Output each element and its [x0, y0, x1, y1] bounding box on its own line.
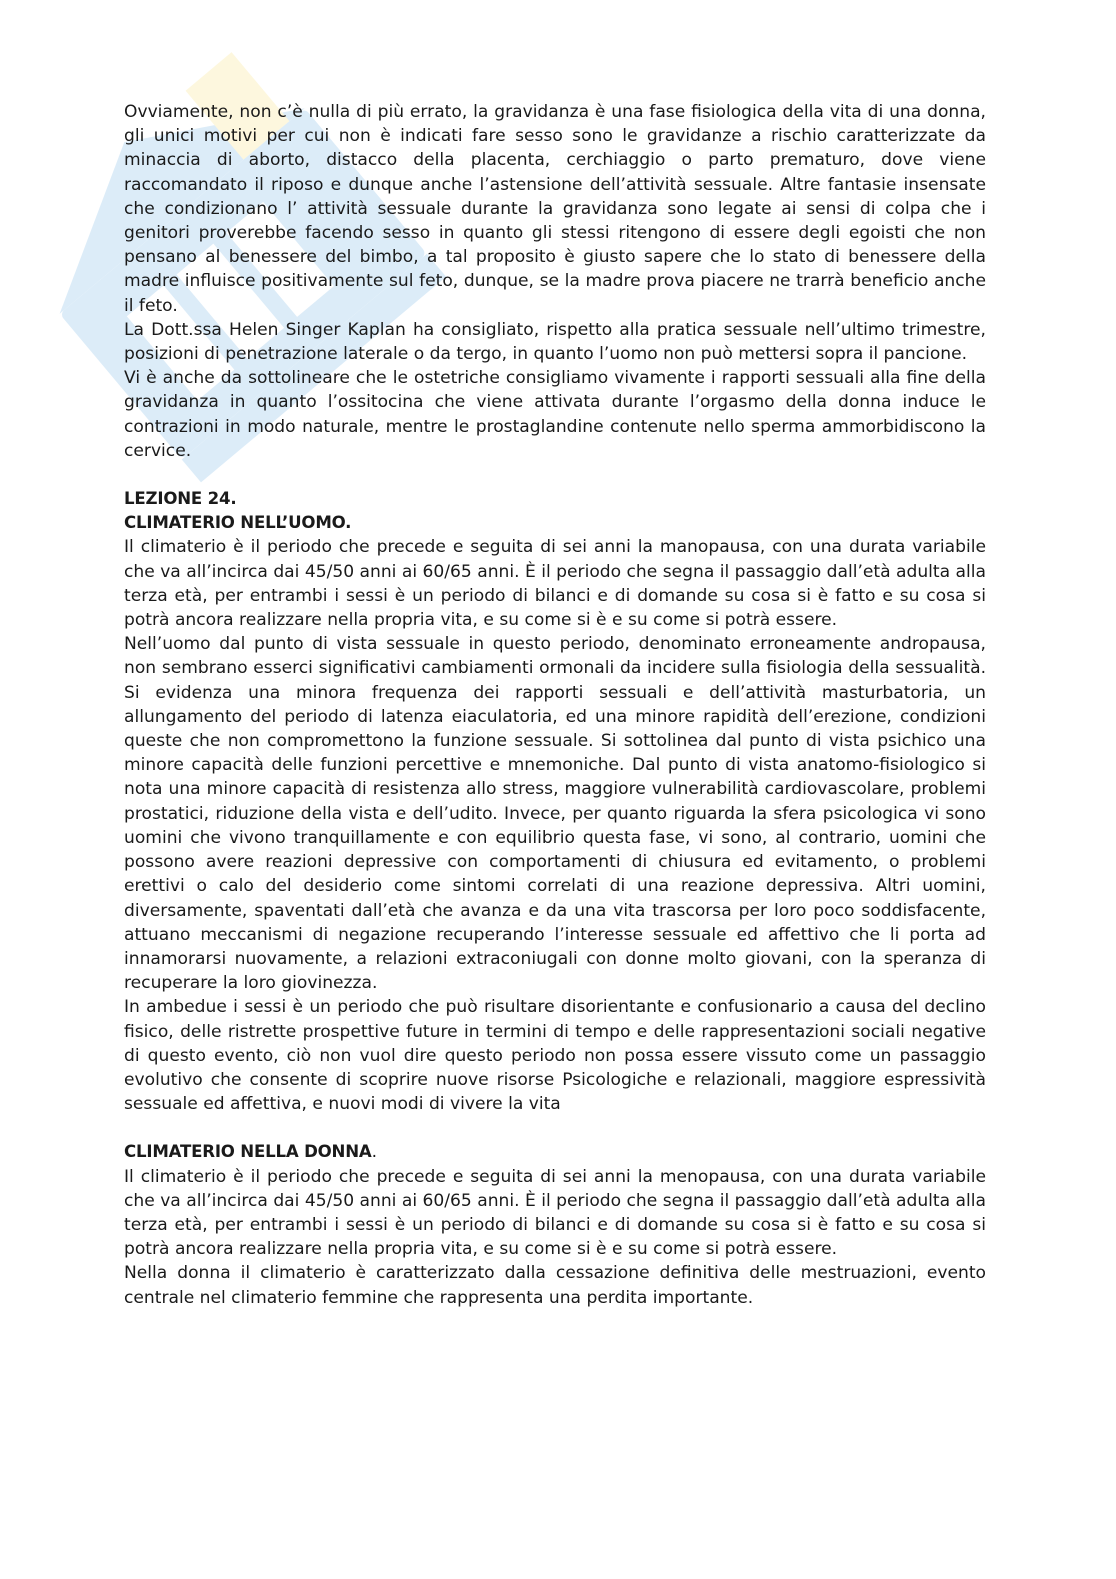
paragraph-uomo-3: In ambedue i sessi è un periodo che può risultare disorientante e confusionario a causa del declino fisico, delle ristrette prospettive future in termini di tempo e delle rappresentazioni sociali negative di questo evento, ciò non vuol dire questo periodo non possa essere vissuto come un passaggio evolutivo che consente di scoprire nuove risorse Psicologiche e relazionali, maggiore espressività sessuale ed affettiva, e nuovi modi di vivere la vita — [124, 997, 986, 1115]
document-body — [124, 100, 986, 1310]
paragraph-intro-3: Vi è anche da sottolineare che le ostetriche consigliamo vivamente i rapporti sessuali alla fine della gravidanza in quanto l’ossitocina che viene attivata durante l’orgasmo della donna induce le contrazioni in modo naturale, mentre le prostaglandine contenute nello sperma ammorbidiscono la cervice. — [124, 368, 986, 461]
paragraph-donna-2: Nella donna il climaterio è caratterizzato dalla cessazione definitiva delle mestruazioni, evento centrale nel climaterio femmine che rappresenta una perdita importante. — [124, 1263, 986, 1308]
section-heading-donna: CLIMATERIO NELLA DONNA — [124, 1142, 372, 1162]
paragraph-intro-2: La Dott.ssa Helen Singer Kaplan ha consigliato, rispetto alla pratica sessuale nell’ultimo trimestre, posizioni di penetrazione laterale o da tergo, in quanto l’uomo non può mettersi sopra il pancione. — [124, 319, 986, 365]
section-heading-donna-suffix: . — [371, 1142, 378, 1163]
section-heading-uomo: CLIMATERIO NELL’UOMO. — [124, 513, 352, 533]
section-heading-donna-line — [124, 1140, 986, 1164]
paragraph-uomo-1: Il climaterio è il periodo che precede e seguita di sei anni la manopausa, con una durata variabile che va all’incirca dai 45/50 anni ai 60/65 anni. È il periodo che segna il passaggio dall’età adulta alla terza età, per entrambi i sessi è un periodo di bilanci e di domande su cosa si è fatto e su cosa si potrà ancora realizzare nella propria vita, e su come si è e su come si potrà essere. — [124, 537, 986, 631]
paragraph-donna-1: Il climaterio è il periodo che precede e seguita di sei anni la menopausa, con una durata variabile che va all’incirca dai 45/50 anni ai 60/65 anni. È il periodo che segna il passaggio dall’età adulta alla terza età, per entrambi i sessi è un periodo di bilanci e di domande su cosa si è fatto e su cosa si potrà ancora realizzare nella propria vita, e su come si è e su come si potrà essere. — [124, 1166, 986, 1260]
lesson-heading: LEZIONE 24. — [124, 489, 237, 509]
paragraph-uomo-2: Nell’uomo dal punto di vista sessuale in questo periodo, denominato erroneamente andropausa, non sembrano esserci significativi cambiamenti ormonali da incidere sulla fisiologia della sessualità. Si evidenza una minora frequenza dei rapporti sessuali e dell’attività masturbatoria, un allungamento del periodo di latenza eiaculatoria, ed una minore rapidità dell’erezione, condizioni queste che non compromettono la funzione sessuale. Si sottolinea dal punto di vista psichico una minore capacità delle funzioni percettive e mnemoniche. Dal punto di vista anatomo-fisiologico si nota una minore capacità di resistenza allo stress, maggiore vulnerabilità cardiovascolare, problemi prostatici, riduzione della vista e dell’udito. Invece, per quanto riguarda la sfera psicologica vi sono uomini che vivono tranquillamente e con equilibrio questa fase, vi sono, al contrario, uomini che possono avere reazioni depressive con comportamenti di chiusura ed evitamento, o problemi erettivi o calo del desiderio come sintomi correlati di una reazione depressiva. Altri uomini, diversamente, spaventati dall’età che avanza e da una vita trascorsa per loro poco soddisfacente, attuano meccanismi di negazione recuperando l’interesse sessuale ed affettivo che li porta ad innamorarsi nuovamente, a relazioni extraconiugali con donne molto giovani, con la speranza di recuperare la loro giovinezza. — [124, 634, 986, 994]
spacer — [124, 463, 986, 487]
paragraph-intro-1: Ovviamente, non c’è nulla di più errato, la gravidanza è una fase fisiologica della vita di una donna, gli unici motivi per cui non è indicati fare sesso sono le gravidanze a rischio caratterizzate da minaccia di aborto, distacco della placenta, cerchiaggio o parto prematuro, dove viene raccomandato il riposo e dunque anche l’astensione dell’attività sessuale. Altre fantasie insensate che condizionano l’ attività sessuale durante la gravidanza sono legate ai sensi di colpa che i genitori proverebbe facendo sesso in quanto gli stessi ritengono di essere degli egoisti che non pensano al benessere del bimbo, a tal proposito è giusto sapere che lo stato di benessere della madre influisce positivamente sul feto, dunque, se la madre prova piacere ne trarrà beneficio anche il feto. — [124, 102, 986, 316]
spacer — [124, 1116, 986, 1140]
